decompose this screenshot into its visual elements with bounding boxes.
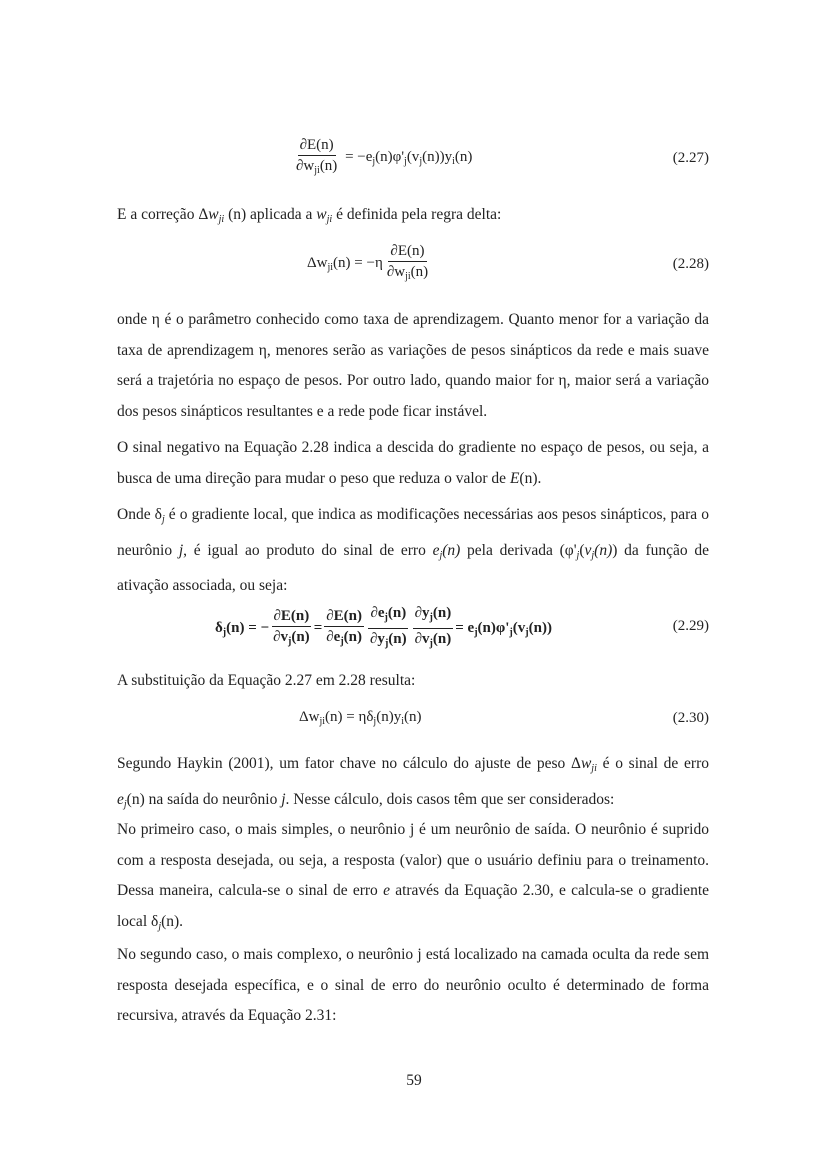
equation-2-29-number: (2.29) (672, 618, 709, 634)
equation-2-30-body: $\Delta w_{ji}(n) = \eta\delta_j(n)y_i(n)$ (299, 709, 422, 727)
paragraph-learning-rate: onde η é o parâmetro conhecido como taxa de aprendizagem. Quanto menor for a variação da taxa de aprendizagem η, menores serão as variações de pesos sinápticos da rede e mais suave será a trajetória no espaço de pesos. Por outro lado, quando maior for η, maior será a variação dos pesos sinápticos resultantes e a rede pode ficar instável. (117, 311, 709, 420)
page-number: 59 (406, 1072, 422, 1089)
equation-2-28-number: (2.28) (672, 256, 709, 272)
equation-2-29-body: $\delta_j(n)$ = − $\frac{\partial E(n)}{\partial v_j(n)}$ = $\frac{\partial E(n)}{\partial e_j(n)}$ $\frac{\partial e_j(n)}{\partial y_j(n)}$ $\frac{\partial y_j(n)}{\partial v_j(n)}$ = $e_j(n)\varphi'_j(v_j(n))$ (215, 605, 552, 649)
equation-2-27 (117, 136, 709, 186)
equation-2-27-number: (2.27) (672, 150, 709, 166)
paragraph-second-case: No segundo caso, o mais complexo, o neurônio j está localizado na camada oculta da rede sem resposta desejada específica, e o sinal de erro do neurônio oculto é determinado de forma recursiva, através da Equação 2.31: (117, 946, 709, 1024)
paragraph-delta-rule-intro: E a correção $\Delta w_{ji}$ (n) aplicada a $w_{ji}$ é definida pela regra delta: (117, 206, 502, 225)
paragraph-negative-sign: O sinal negativo na Equação 2.28 indica a descida do gradiente no espaço de pesos, ou seja, a busca de uma direção para mudar o peso que reduza o valor de E(n). (117, 439, 709, 487)
paragraph-local-gradient: Onde $\delta_j$ é o gradiente local, que indica as modificações necessárias aos pesos sinápticos, para o neurônio j, é igual ao produto do sinal de erro $e_j(n)$ pela derivada ($\varphi'_j(v_j(n))$ da função de ativação associada, ou seja: (117, 506, 709, 594)
equation-2-27-body: $\frac{\partial E(n)}{\partial w_{ji}(n)}$ = $-e_j(n)\varphi'_j(v_j(n))y_i(n)$ (296, 137, 473, 176)
equation-2-28 (117, 242, 709, 292)
equation-2-28-body: $\Delta w_{ji}(n) = -\eta$ $\frac{\partial E(n)}{\partial w_{ji}(n)}$ (307, 243, 429, 282)
paragraph-first-case: No primeiro caso, o mais simples, o neurônio j é um neurônio de saída. O neurônio é suprido com a resposta desejada, ou seja, a resposta (valor) que o usuário definiu para o treinamento. Dessa maneira, calcula-se o sinal de erro e através da Equação 2.30, e calcula-se o gradiente local $\delta_j(n)$. (117, 821, 710, 932)
paragraph-haykin: Segundo Haykin (2001), um fator chave no cálculo do ajuste de peso $\Delta w_{ji}$ é o sinal de erro $e_j(n)$ na saída do neurônio j. Nesse cálculo, dois casos têm que ser considerados: (117, 755, 709, 810)
equation-2-29 (117, 604, 709, 654)
paragraph-substitution: A substituição da Equação 2.27 em 2.28 resulta: (117, 672, 416, 689)
equation-2-30-number: (2.30) (672, 710, 709, 726)
